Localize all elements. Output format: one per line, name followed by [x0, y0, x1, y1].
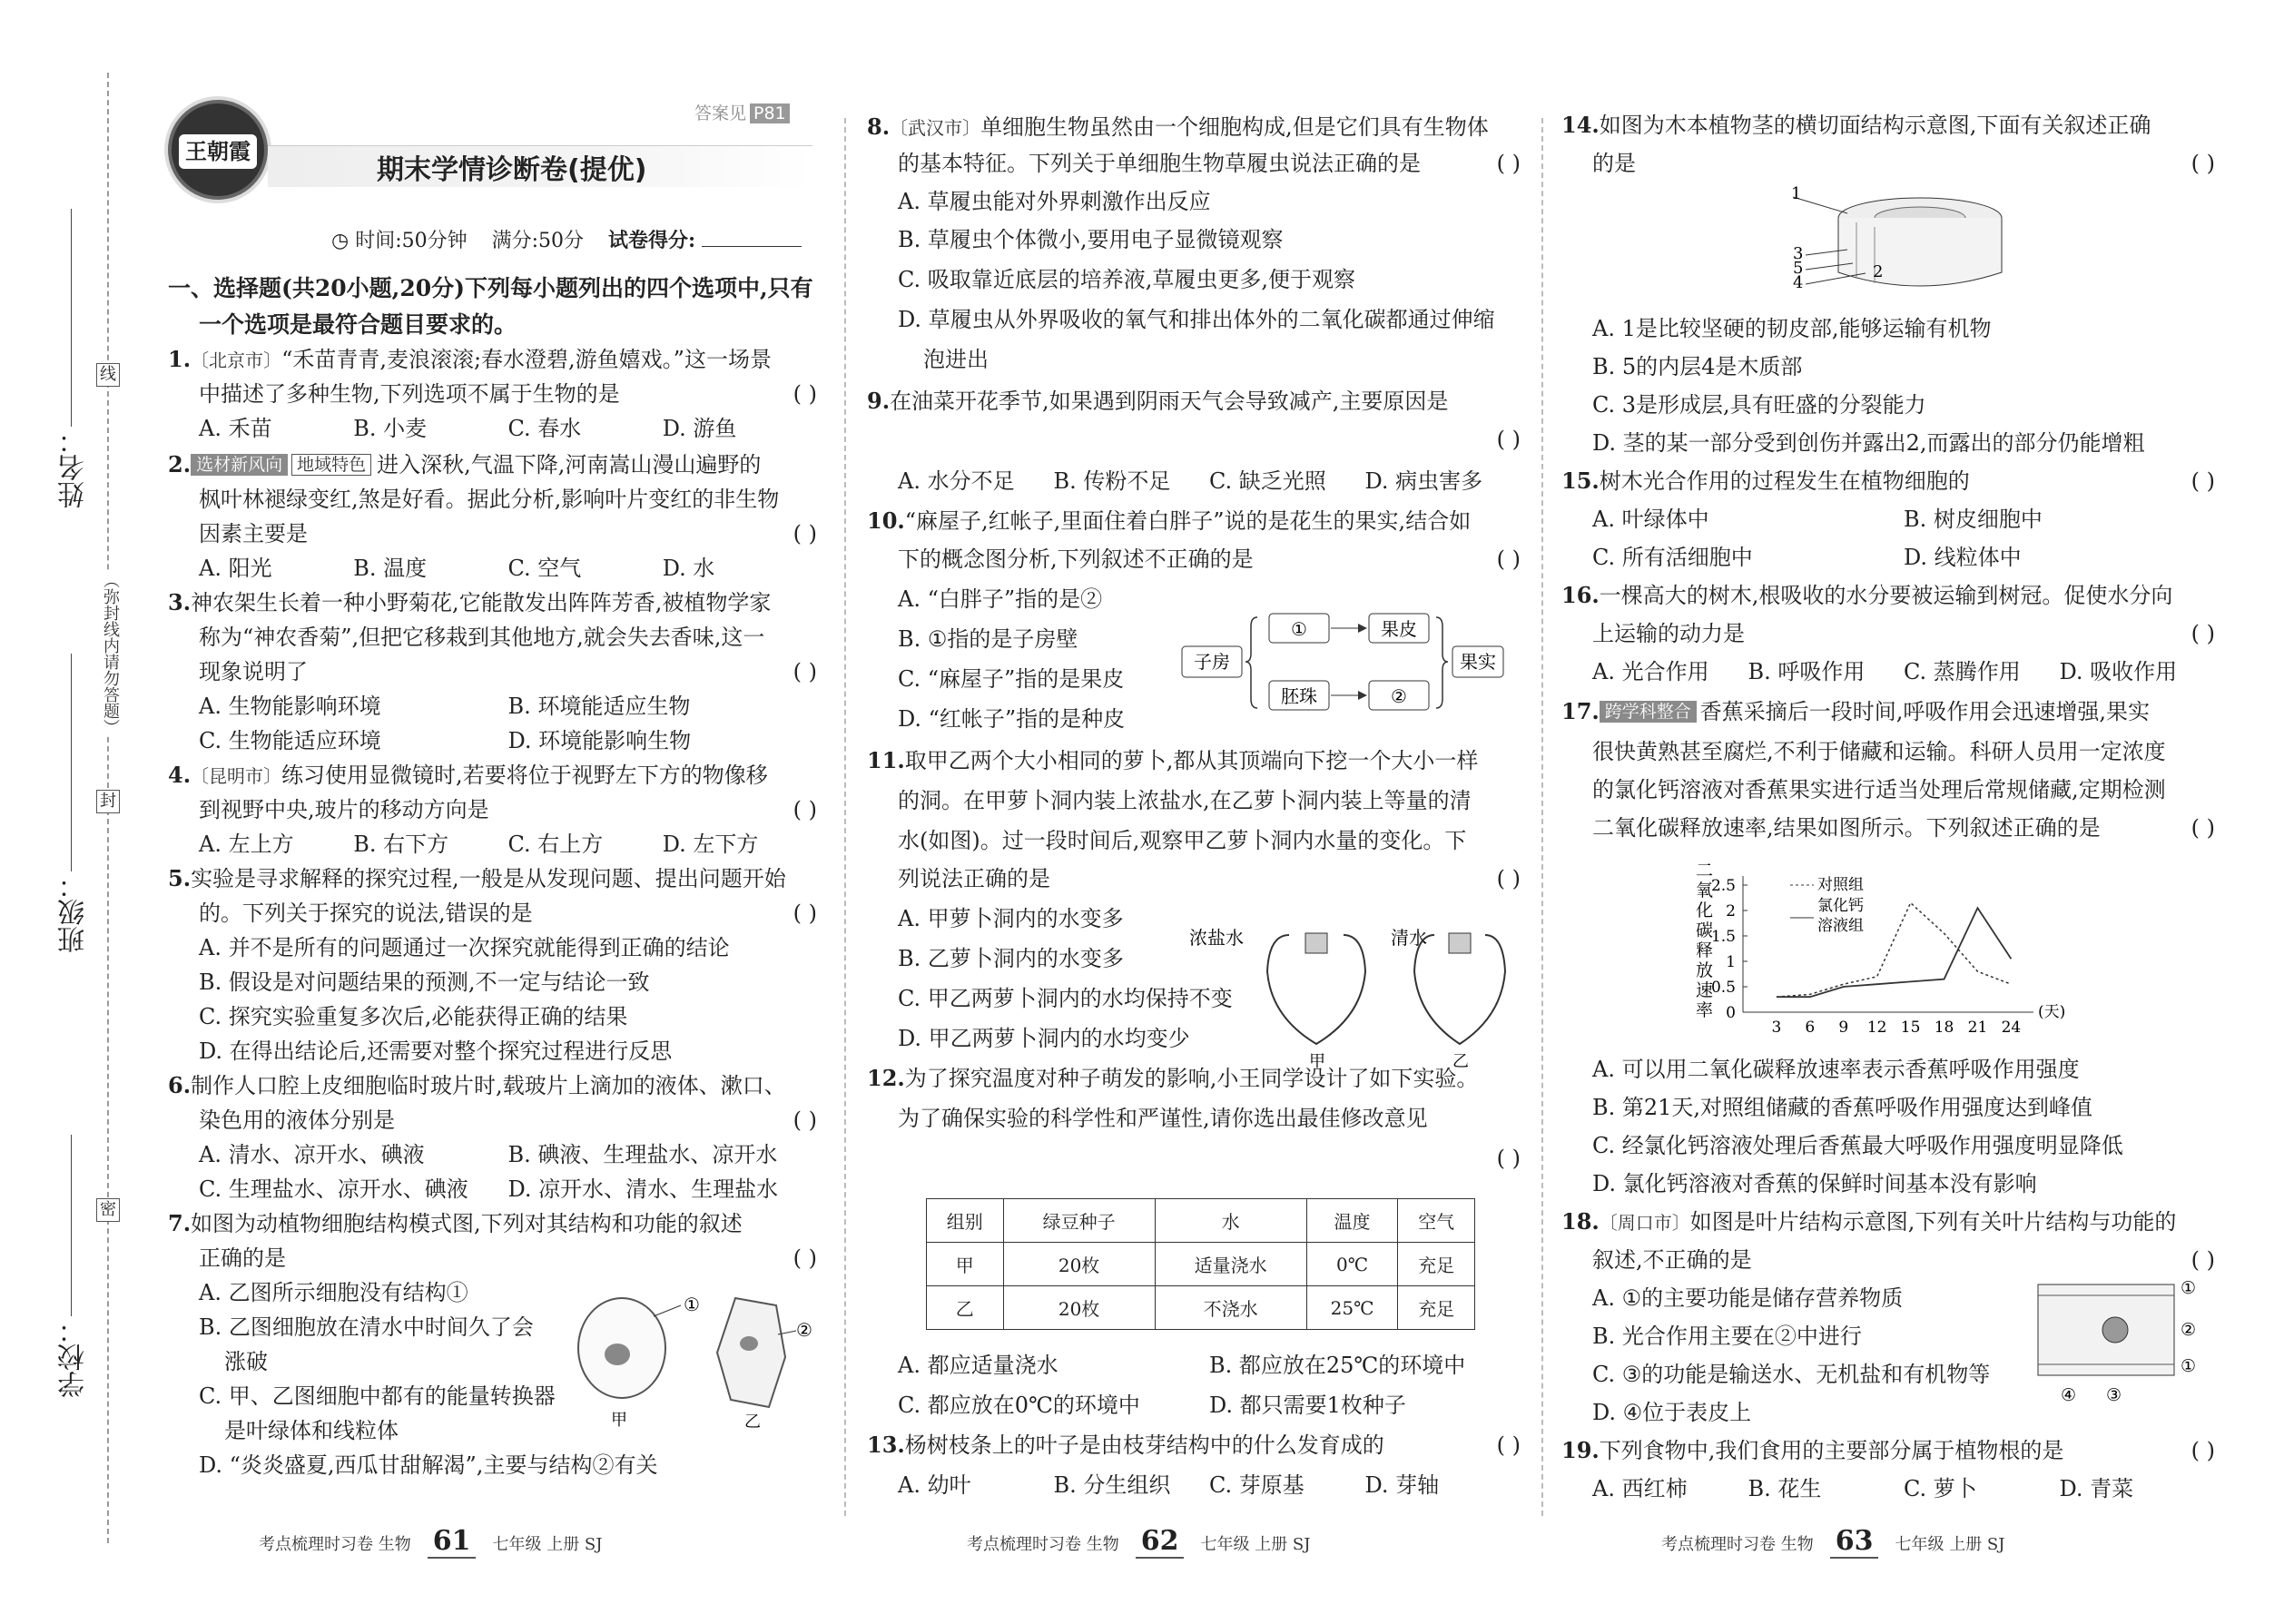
table-row [927, 1286, 1475, 1330]
table-header [927, 1199, 1475, 1243]
q2-opt-d[interactable]: D. 水 [662, 556, 715, 581]
paper-score-label: 试卷得分: [608, 229, 696, 252]
table-cell: 不浇水 [1155, 1286, 1306, 1330]
q7-opt-a[interactable]: A. 乙图所示细胞没有结构① [199, 1280, 468, 1305]
name-blank[interactable] [71, 209, 72, 427]
q10-answer-blank[interactable]: ( ) [1496, 546, 1521, 572]
seal-char-2: 封 [96, 790, 120, 813]
q17-tag: 跨学科整合 [1600, 701, 1697, 723]
y-tick-label: 2.5 [1710, 877, 1736, 895]
q1-opt-b[interactable]: B. 小麦 [353, 416, 428, 441]
table-cell: 20枚 [1003, 1243, 1155, 1286]
q16-opt-d[interactable]: D. 吸收作用 [2059, 659, 2178, 684]
q10-stem: 10.“麻屋子,红帐子,里面住着白胖子”说的是花生的果实,结合如 [867, 507, 1472, 534]
q9-options [867, 465, 1521, 497]
q8-opt-c[interactable]: C. 吸取靠近底层的培养液,草履虫更多,便于观察 [898, 267, 1356, 292]
q11-stem-4: 列说法正确的是 ( ) [867, 862, 1521, 895]
q4-opt-a[interactable]: A. 左上方 [199, 832, 294, 857]
fig-water-label: 清水 [1391, 927, 1427, 949]
q19-stem: 19.下列食物中,我们食用的主要部分属于植物根的是 ( ) [1561, 1434, 2215, 1467]
page-title: 期末学情诊断卷(提优) [377, 154, 647, 186]
q7-opt-b[interactable]: B. 乙图细胞放在清水中时间久了会 [199, 1314, 534, 1340]
arrowhead-2 [1358, 691, 1367, 700]
q10-opt-d[interactable]: D. “红帐子”指的是种皮 [898, 706, 1126, 732]
fig-yi: 乙 [1452, 1052, 1469, 1071]
x-tick-label: 15 [1900, 1019, 1921, 1037]
q13-opt-b[interactable]: B. 分生组织 [1053, 1472, 1171, 1498]
header [168, 91, 817, 252]
q2-tag-2: 地域特色 [291, 454, 371, 476]
q10-opt-b[interactable]: B. ①指的是子房壁 [898, 626, 1078, 652]
q19-answer-blank[interactable]: ( ) [2191, 1438, 2215, 1463]
chart-ylabel: 二氧化碳释放速率 [1696, 861, 1714, 1020]
q1-options [168, 412, 817, 445]
stem-figure [1793, 186, 2020, 304]
q17-stem: 17. 跨学科整合 香蕉采摘后一段时间,呼吸作用会迅速增强,果实 [1561, 698, 2151, 724]
q3-stem-3: 现象说明了 ( ) [168, 655, 817, 688]
q16-opt-b[interactable]: B. 呼吸作用 [1748, 659, 1866, 684]
q8-opt-b[interactable]: B. 草履虫个体微小,要用电子显微镜观察 [898, 227, 1284, 252]
q14-stem: 14.如图为木本植物茎的横切面结构示意图,下面有关叙述正确 [1561, 112, 2151, 138]
page-number: 62 [1136, 1525, 1185, 1559]
y-tick-label: 1 [1726, 953, 1736, 971]
exam-meta [331, 225, 802, 253]
q11-stem-2: 的洞。在甲萝卜洞内装上浓盐水,在乙萝卜洞内装上等量的清 [898, 788, 1472, 813]
q17-stem-3: 的氯化钙溶液对香蕉果实进行适当处理后常规储藏,定期检测 [1592, 777, 2166, 802]
label-2: ② [1391, 685, 1407, 707]
plant-cell [717, 1298, 785, 1407]
q9-opt-d[interactable]: D. 病虫害多 [1364, 468, 1483, 494]
fig-pointer-1 [654, 1305, 681, 1316]
q12-options-2 [867, 1389, 1521, 1422]
label-ovule: 胚珠 [1281, 685, 1317, 707]
q16-opt-c[interactable]: C. 蒸腾作用 [1904, 659, 2021, 684]
column-divider-1 [844, 118, 846, 1516]
seal-notice: （弥封线内请勿答题） [98, 572, 122, 735]
label-ovary: 子房 [1194, 651, 1230, 673]
q16-opt-a[interactable]: A. 光合作用 [1592, 659, 1709, 684]
q5-opt-b[interactable]: B. 假设是对问题结果的预测,不一定与结论一致 [199, 969, 650, 995]
q13-opt-a[interactable]: A. 幼叶 [898, 1472, 971, 1498]
school-blank[interactable] [71, 1135, 72, 1316]
q16-options [1561, 655, 2215, 688]
q5-opt-a[interactable]: A. 并不是所有的问题通过一次探究就能得到正确的结论 [199, 935, 730, 960]
q15-answer-blank[interactable]: ( ) [2191, 468, 2215, 494]
q8-opt-a[interactable]: A. 草履虫能对外界刺激作出反应 [898, 189, 1211, 214]
q15-options-1 [1561, 503, 2215, 536]
q3-options-2 [168, 724, 817, 757]
th-air: 空气 [1398, 1199, 1475, 1243]
school-label: 学校： [58, 1316, 90, 1398]
leaf-label-4: ④ [2061, 1385, 2077, 1405]
q18-opt-d[interactable]: D. ④位于表皮上 [1592, 1400, 1752, 1425]
y-tick-label: 0 [1726, 1004, 1736, 1022]
legend-control: 对照组 [1817, 876, 1864, 894]
y-tick-label: 0.5 [1710, 979, 1736, 997]
brace-left [1245, 617, 1257, 708]
q13-options [867, 1469, 1521, 1501]
label-3: 3 [1793, 244, 1804, 263]
experiment-table [926, 1198, 1475, 1330]
y-tick-label: 1.5 [1710, 928, 1736, 946]
q5-answer-blank[interactable]: ( ) [793, 901, 817, 926]
q1-stem-2: 中描述了多种生物,下列选项不属于生物的是 ( ) [168, 378, 817, 410]
animal-nucleus [605, 1343, 630, 1365]
q5-opt-c[interactable]: C. 探究实验重复多次后,必能获得正确的结果 [199, 1004, 628, 1029]
label-5: 5 [1793, 259, 1804, 278]
label-2: 2 [1873, 262, 1884, 281]
q18-stem-2: 叙述,不正确的是 ( ) [1561, 1244, 2215, 1276]
label-fruit: 果实 [1460, 651, 1496, 673]
q6-opt-a[interactable]: A. 清水、凉开水、碘液 [199, 1142, 425, 1167]
q11-stem-3: 水(如图)。过一段时间后,观察甲乙萝卜洞内水量的变化。下 [898, 828, 1467, 853]
page-number: 61 [428, 1525, 477, 1559]
q1-answer-blank[interactable]: ( ) [793, 381, 817, 407]
q4-stem-2: 到视野中央,玻片的移动方向是 ( ) [168, 793, 817, 826]
hole-jia [1305, 933, 1327, 953]
label-1: ① [1291, 618, 1307, 640]
q6-opt-c[interactable]: C. 生理盐水、凉开水、碘液 [199, 1176, 468, 1202]
q10-opt-c[interactable]: C. “麻屋子”指的是果皮 [898, 666, 1125, 692]
q7-stem: 7.如图为动植物细胞结构模式图,下列对其结构和功能的叙述 [168, 1210, 743, 1236]
q19-opt-d[interactable]: D. 青菜 [2059, 1476, 2134, 1501]
q17-opt-b[interactable]: B. 第21天,对照组储藏的香蕉呼吸作用强度达到峰值 [1592, 1095, 2093, 1120]
q11-opt-c[interactable]: C. 甲乙两萝卜洞内的水均保持不变 [898, 986, 1233, 1011]
q6-opt-d[interactable]: D. 凉开水、清水、生理盐水 [507, 1176, 779, 1202]
q3-stem-2: 称为“神农香菊”,但把它移栽到其他地方,就会失去香味,这一 [199, 625, 765, 650]
co2-chart [1679, 858, 2066, 1044]
q7-opt-b-2: 涨破 [224, 1349, 268, 1374]
clock-icon: ◷ [331, 230, 350, 252]
x-tick-label: 12 [1866, 1019, 1887, 1037]
q18-opt-a[interactable]: A. ①的主要功能是储存营养物质 [1592, 1285, 1904, 1311]
fig-label-yi: 乙 [744, 1412, 761, 1432]
q12-opt-c[interactable]: C. 都应放在0℃的环境中 [898, 1393, 1140, 1418]
th-water: 水 [1155, 1199, 1306, 1243]
fig-label-jia: 甲 [611, 1411, 627, 1430]
q3-opt-b[interactable]: B. 环境能适应生物 [507, 694, 691, 719]
q12-stem-2: 为了确保实验的科学性和严谨性,请你选出最佳修改意见 [898, 1106, 1428, 1131]
q17-answer-blank[interactable]: ( ) [2191, 815, 2215, 841]
series-line-cacl2 [1777, 908, 2011, 997]
q17-opt-c[interactable]: C. 经氯化钙溶液处理后香蕉最大呼吸作用强度明显降低 [1592, 1133, 2123, 1158]
q6-options-2 [168, 1173, 817, 1206]
q16-stem-2: 上运输的动力是 ( ) [1561, 617, 2215, 650]
table-cell: 25℃ [1306, 1286, 1398, 1330]
q14-stem-2: 的是 ( ) [1561, 147, 2215, 180]
q10-opt-a[interactable]: A. “白胖子”指的是② [898, 586, 1103, 612]
table-cell: 乙 [927, 1286, 1004, 1330]
q6-stem-2: 染色用的液体分别是 ( ) [168, 1104, 817, 1137]
q19-opt-a[interactable]: A. 西红柿 [1592, 1476, 1688, 1501]
label-4: 4 [1793, 273, 1804, 292]
x-tick-label: 18 [1934, 1019, 1954, 1037]
table-row [927, 1243, 1475, 1286]
q2-stem: 2. 选材新风向 地域特色 进入深秋,气温下降,河南嵩山漫山遍野的 [168, 451, 762, 477]
th-temp: 温度 [1306, 1199, 1398, 1243]
q11-opt-d[interactable]: D. 甲乙两萝卜洞内的水均变少 [898, 1026, 1190, 1051]
class-blank[interactable] [71, 654, 72, 871]
q3-opt-a[interactable]: A. 生物能影响环境 [199, 694, 381, 719]
table-cell: 充足 [1398, 1243, 1475, 1286]
q14-opt-b[interactable]: B. 5的内层4是木质部 [1592, 354, 1803, 379]
q1-stem: 1.〔北京市〕“禾苗青青,麦浪滚滚;春水澄碧,游鱼嬉戏。”这一场景 [168, 346, 772, 372]
q12-stem: 12.为了探究温度对种子萌发的影响,小王同学设计了如下实验。 [867, 1065, 1479, 1091]
name-label: 姓名： [58, 427, 90, 508]
fig-label-2: ② [796, 1319, 812, 1341]
hole-yi [1449, 933, 1471, 953]
q18-answer-blank[interactable]: ( ) [2191, 1247, 2215, 1273]
q19-opt-c[interactable]: C. 萝卜 [1904, 1476, 1977, 1501]
page-number: 63 [1830, 1525, 1879, 1559]
q9-opt-b[interactable]: B. 传粉不足 [1053, 468, 1171, 494]
th-seeds: 绿豆种子 [1003, 1199, 1155, 1243]
q13-stem: 13.杨树枝条上的叶子是由枝芽结构中的什么发育成的 ( ) [867, 1429, 1521, 1462]
column-1 [168, 0, 817, 1624]
plant-nucleus [740, 1336, 758, 1351]
q7-stem-2: 正确的是 ( ) [168, 1242, 817, 1275]
q5-opt-d[interactable]: D. 在得出结论后,还需要对整个探究过程进行反思 [199, 1038, 673, 1064]
th-group: 组别 [927, 1199, 1004, 1243]
logo-text: 王朝霞 [179, 134, 257, 169]
table-cell: 20枚 [1003, 1286, 1155, 1330]
q11-stem: 11.取甲乙两个大小相同的萝卜,都从其顶端向下挖一个大小一样 [867, 747, 1479, 773]
q15-opt-b[interactable]: B. 树皮细胞中 [1904, 507, 2043, 532]
q7-opt-c[interactable]: C. 甲、乙图细胞中都有的能量转换器 [199, 1383, 556, 1409]
q18-stem: 18.〔周口市〕如图是叶片结构示意图,下列有关叶片结构与功能的 [1561, 1208, 2177, 1235]
section-heading: 一、选择题(共20小题,20分)下列每小题列出的四个选项中,只有 [168, 275, 813, 301]
q9-opt-c[interactable]: C. 缺乏光照 [1209, 468, 1326, 494]
q3-opt-c[interactable]: C. 生物能适应环境 [199, 728, 381, 753]
leaf-label-2: ② [2181, 1320, 2197, 1340]
q6-stem: 6.制作人口腔上皮细胞临时玻片时,载玻片上滴加的液体、漱口、 [168, 1072, 786, 1098]
q2-stem-3: 因素主要是 ( ) [168, 517, 817, 550]
q14-opt-c[interactable]: C. 3是形成层,具有旺盛的分裂能力 [1592, 392, 1926, 418]
q4-opt-c[interactable]: C. 右上方 [507, 832, 604, 857]
cell-figure [567, 1280, 812, 1443]
q1-opt-d[interactable]: D. 游鱼 [662, 416, 737, 441]
column-3 [1561, 0, 2215, 1624]
q2-tag-1: 选材新风向 [191, 454, 288, 476]
x-tick-label: 3 [1771, 1019, 1782, 1037]
q7-opt-c-2: 是叶绿体和线粒体 [224, 1418, 399, 1443]
leaf-label-3: ③ [2106, 1385, 2122, 1405]
q11-opt-a[interactable]: A. 甲萝卜洞内的水变多 [898, 906, 1124, 931]
paper-score-blank[interactable] [702, 246, 802, 247]
exam-score: 满分:50分 [491, 230, 585, 252]
section-heading-2: 一个选项是最符合题目要求的。 [199, 311, 517, 338]
q12-opt-d[interactable]: D. 都只需要1枚种子 [1209, 1393, 1406, 1418]
label-peel: 果皮 [1381, 618, 1417, 640]
q2-answer-blank[interactable]: ( ) [793, 521, 817, 546]
q15-opt-d[interactable]: D. 线粒体中 [1904, 545, 2022, 570]
table-cell: 甲 [927, 1243, 1004, 1286]
footer-61: 考点梳理时习卷 生物 61 七年级 上册 SJ [259, 1525, 603, 1557]
q5-stem: 5.实验是寻求解释的探究过程,一般是从发现问题、提出问题开始 [168, 865, 786, 891]
q18-opt-b[interactable]: B. 光合作用主要在②中进行 [1592, 1324, 1862, 1349]
table-cell: 充足 [1398, 1286, 1475, 1330]
q9-stem: 9.在油菜开花季节,如果遇到阴雨天气会导致减产,主要原因是 [867, 388, 1449, 414]
q12-opt-a[interactable]: A. 都应适量浇水 [898, 1353, 1058, 1378]
q3-options-1 [168, 690, 817, 723]
q18-opt-c[interactable]: C. ③的功能是输送水、无机盐和有机物等 [1592, 1362, 1991, 1387]
q15-stem: 15.树木光合作用的过程发生在植物细胞的 ( ) [1561, 465, 2215, 497]
seal-char-3: 密 [96, 1198, 120, 1222]
q8-stem: 8.〔武汉市〕单细胞生物虽然由一个细胞构成,但是它们具有生物体 [867, 113, 1489, 140]
q11-answer-blank[interactable]: ( ) [1496, 866, 1521, 891]
class-label: 班级： [58, 871, 90, 953]
brace-right [1436, 617, 1448, 708]
q13-answer-blank[interactable]: ( ) [1496, 1432, 1521, 1458]
q17-opt-a[interactable]: A. 可以用二氧化碳释放速率表示香蕉呼吸作用强度 [1592, 1057, 2080, 1082]
q13-opt-c[interactable]: C. 芽原基 [1209, 1472, 1305, 1498]
label-1: 1 [1791, 184, 1802, 203]
q6-answer-blank[interactable]: ( ) [793, 1107, 817, 1133]
q4-stem: 4.〔昆明市〕练习使用显微镜时,若要将位于视野左下方的物像移 [168, 762, 768, 788]
q7-answer-blank[interactable]: ( ) [793, 1245, 817, 1271]
q19-options [1561, 1472, 2215, 1505]
x-tick-label: 21 [1967, 1019, 1988, 1037]
chart-xlabel: (天) [2038, 1003, 2066, 1021]
q9-opt-a[interactable]: A. 水分不足 [898, 468, 1015, 494]
q8-opt-d-2: 泡进出 [923, 347, 989, 372]
q16-stem: 16.一棵高大的树木,根吸收的水分要被运输到树冠。促使水分向 [1561, 582, 2173, 608]
q3-stem: 3.神农架生长着一种小野菊花,它能散发出阵阵芳香,被植物学家 [168, 589, 772, 615]
q12-opt-b[interactable]: B. 都应放在25℃的环境中 [1209, 1353, 1466, 1378]
x-tick-label: 9 [1838, 1019, 1849, 1037]
legend-cacl2-1: 氯化钙 [1817, 897, 1864, 915]
q10-stem-2: 下的概念图分析,下列叙述不正确的是 ( ) [867, 543, 1521, 576]
q15-options-2 [1561, 541, 2215, 574]
q14-opt-d[interactable]: D. 茎的某一部分受到创伤并露出2,而露出的部分仍能增粗 [1592, 430, 2145, 456]
column-2 [867, 0, 1521, 1624]
footer-63: 考点梳理时习卷 生物 63 七年级 上册 SJ [1661, 1525, 2005, 1557]
q3-opt-d[interactable]: D. 环境能影响生物 [507, 728, 692, 753]
q9-answer-blank[interactable]: ( ) [1496, 427, 1521, 452]
q17-opt-d[interactable]: D. 氯化钙溶液对香蕉的保鲜时间基本没有影响 [1592, 1171, 2037, 1196]
fig-salt-label: 浓盐水 [1189, 927, 1244, 949]
q2-opt-c[interactable]: C. 空气 [507, 556, 582, 581]
y-tick-label: 2 [1726, 902, 1736, 920]
x-tick-label: 24 [2001, 1019, 2022, 1037]
legend-cacl2-2: 溶液组 [1817, 917, 1864, 935]
column-divider-2 [1541, 118, 1543, 1516]
q15-opt-a[interactable]: A. 叶绿体中 [1592, 507, 1709, 532]
x-tick-label: 6 [1805, 1019, 1816, 1037]
q5-stem-2: 的。下列关于探究的说法,错误的是 ( ) [168, 897, 817, 930]
exam-time: 时间:50分钟 [355, 230, 468, 252]
q8-stem-2: 的基本特征。下列关于单细胞生物草履虫说法正确的是 ( ) [867, 147, 1521, 180]
q17-stem-2: 很快黄熟甚至腐烂,不利于储藏和运输。科研人员用一定浓度 [1592, 739, 2166, 764]
q14-answer-blank[interactable]: ( ) [2191, 151, 2215, 176]
stem-body [1838, 218, 2002, 286]
radish-figure [1189, 908, 1516, 1071]
q19-opt-b[interactable]: B. 花生 [1748, 1476, 1822, 1501]
seal-char-1: 线 [96, 363, 120, 387]
arrowhead-1 [1358, 624, 1367, 633]
q2-stem-2: 枫叶林褪绿变红,煞是好看。据此分析,影响叶片变红的非生物 [199, 487, 780, 512]
concept-diagram [1180, 608, 1507, 717]
q14-opt-a[interactable]: A. 1是比较坚硬的韧皮部,能够运输有机物 [1592, 316, 1992, 341]
q13-opt-d[interactable]: D. 芽轴 [1364, 1472, 1440, 1498]
q12-answer-blank[interactable]: ( ) [1496, 1146, 1521, 1171]
q1-opt-a[interactable]: A. 禾苗 [199, 416, 272, 441]
q4-options [168, 828, 817, 861]
leaf-label-1b: ① [2181, 1356, 2197, 1376]
answer-ref: 答案见 P81 [694, 100, 790, 124]
q7-opt-d[interactable]: D. “炎炎盛夏,西瓜甘甜解渴”,主要与结构②有关 [199, 1452, 658, 1478]
vein [2102, 1317, 2128, 1343]
q8-opt-d[interactable]: D. 草履虫从外界吸收的氧气和排出体外的二氧化碳都通过伸缩 [898, 307, 1495, 332]
logo [168, 100, 268, 200]
q4-opt-d[interactable]: D. 左下方 [662, 832, 759, 857]
q2-opt-a[interactable]: A. 阳光 [199, 556, 272, 581]
q8-answer-blank[interactable]: ( ) [1496, 151, 1521, 176]
q6-options-1 [168, 1138, 817, 1171]
q2-opt-b[interactable]: B. 温度 [353, 556, 428, 581]
q4-answer-blank[interactable]: ( ) [793, 797, 817, 822]
q3-answer-blank[interactable]: ( ) [793, 659, 817, 684]
q2-options [168, 552, 817, 585]
q15-opt-c[interactable]: C. 所有活细胞中 [1592, 545, 1753, 570]
answer-page[interactable]: P81 [750, 103, 790, 123]
footer-62: 考点梳理时习卷 生物 62 七年级 上册 SJ [967, 1525, 1311, 1557]
q11-opt-b[interactable]: B. 乙萝卜洞内的水变多 [898, 946, 1124, 971]
q1-opt-c[interactable]: C. 春水 [507, 416, 582, 441]
q17-stem-4: 二氧化碳释放速率,结果如图所示。下列叙述正确的是 ( ) [1561, 812, 2215, 844]
q4-opt-b[interactable]: B. 右下方 [353, 832, 449, 857]
q16-answer-blank[interactable]: ( ) [2191, 621, 2215, 646]
leaf-figure [2033, 1275, 2215, 1412]
binding-rail [0, 0, 136, 1624]
leaf-label-1: ① [2181, 1278, 2197, 1298]
q12-options-1 [867, 1349, 1521, 1382]
table-cell: 0℃ [1306, 1243, 1398, 1286]
q6-opt-b[interactable]: B. 碘液、生理盐水、凉开水 [507, 1142, 778, 1167]
fig-label-1: ① [684, 1294, 700, 1315]
fig-jia: 甲 [1309, 1052, 1325, 1071]
table-cell: 适量浇水 [1155, 1243, 1306, 1286]
